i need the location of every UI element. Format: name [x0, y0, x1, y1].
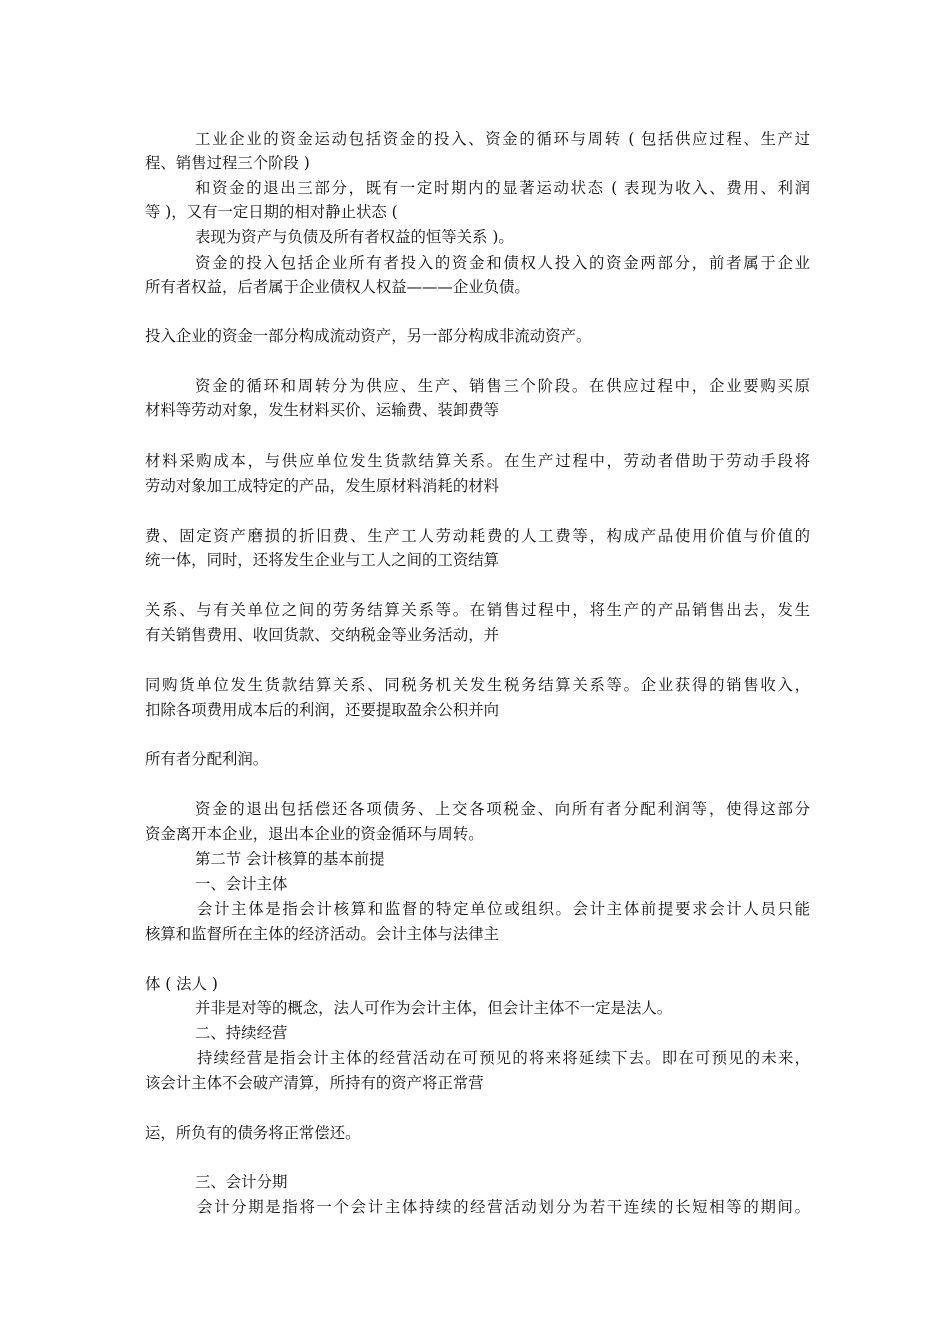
- text-line: 该会计主体不会破产清算，所持有的资产将正常营: [145, 1074, 484, 1092]
- text-line: 程、销售过程三个阶段 ): [145, 154, 310, 172]
- text-line: 会计分期是指将一个会计主体持续的经营活动划分为若干连续的长短相等的期间。: [197, 1198, 810, 1216]
- text-line: 并非是对等的概念，法人可作为会计主体，但会计主体不一定是法人。: [195, 999, 673, 1017]
- text-line: 资金的循环和周转分为供应、生产、销售三个阶段。在供应过程中，企业要购买原: [195, 377, 810, 395]
- text-line: 等 )，又有一定日期的相对静止状态 (: [145, 203, 398, 221]
- text-line: 所有者分配利润。: [145, 750, 269, 768]
- subsection-heading: 二、持续经营: [195, 1024, 288, 1042]
- text-line: 扣除各项费用成本后的利润，还要提取盈余公积并向: [145, 701, 499, 719]
- text-line: 会计主体是指会计核算和监督的特定单位或组织。会计主体前提要求会计人员只能: [197, 900, 810, 918]
- text-line: 体 ( 法人 ): [145, 975, 218, 993]
- text-line: 资金离开本企业，退出本企业的资金循环与周转。: [145, 825, 484, 843]
- section-heading: 第二节 会计核算的基本前提: [195, 850, 385, 868]
- text-line: 投入企业的资金一部分构成流动资产，另一部分构成非流动资产。: [145, 327, 592, 345]
- text-line: 劳动对象加工成特定的产品，发生原材料消耗的材料: [145, 477, 499, 495]
- text-line: 持续经营是指会计主体的经营活动在可预见的将来将延续下去。即在可预见的未来，: [197, 1049, 810, 1067]
- text-line: 材料采购成本，与供应单位发生货款结算关系。在生产过程中，劳动者借助于劳动手段将: [145, 452, 810, 470]
- text-line: 和资金的退出三部分，既有一定时期内的显著运动状态 ( 表现为收入、费用、利润: [195, 179, 810, 197]
- text-line: 资金的退出包括偿还各项债务、上交各项税金、向所有者分配利润等，使得这部分: [195, 800, 810, 818]
- text-line: 运，所负有的债务将正常偿还。: [145, 1124, 361, 1142]
- text-line: 关系、与有关单位之间的劳务结算关系等。在销售过程中，将生产的产品销售出去，发生: [145, 601, 810, 619]
- text-line: 核算和监督所在主体的经济活动。会计主体与法律主: [145, 925, 499, 943]
- text-line: 工业企业的资金运动包括资金的投入、资金的循环与周转 ( 包括供应过程、生产过: [195, 130, 810, 148]
- text-line: 同购货单位发生货款结算关系、同税务机关发生税务结算关系等。企业获得的销售收入，: [145, 676, 810, 694]
- text-line: 所有者权益，后者属于企业债权人权益———企业负债。: [145, 278, 530, 296]
- text-line: 资金的投入包括企业所有者投入的资金和债权人投入的资金两部分，前者属于企业: [195, 254, 810, 272]
- text-line: 材料等劳动对象，发生材料买价、运输费、装卸费等: [145, 401, 499, 419]
- text-line: 表现为资产与负债及所有者权益的恒等关系 )。: [195, 228, 514, 246]
- text-line: 费、固定资产磨损的折旧费、生产工人劳动耗费的人工费等，构成产品使用价值与价值的: [145, 527, 810, 545]
- subsection-heading: 一、会计主体: [195, 875, 288, 893]
- subsection-heading: 三、会计分期: [195, 1173, 288, 1191]
- text-line: 统一体，同时，还将发生企业与工人之间的工资结算: [145, 551, 499, 569]
- text-line: 有关销售费用、收回货款、交纳税金等业务活动，并: [145, 626, 499, 644]
